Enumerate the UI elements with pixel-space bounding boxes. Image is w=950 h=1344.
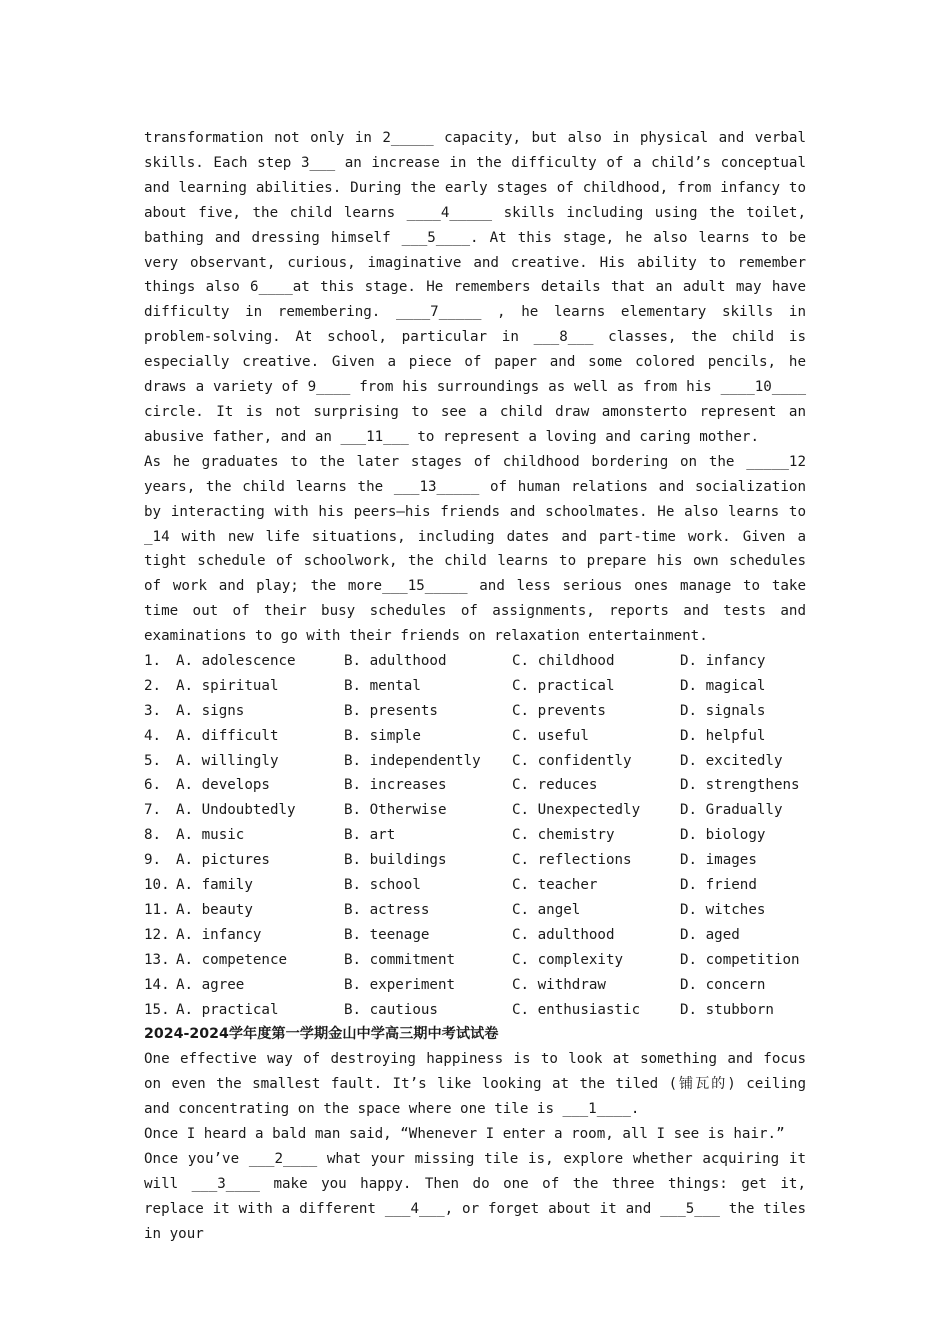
list-item: 9. A. pictures B. buildings C. reflections D. images (144, 852, 757, 869)
passage-paragraph: Once you’ve ___2____ what your missing tile is, explore whether acquiring it will ___3____ make you happy. Then do one of the three things: get it, replace it with a different ___4___, or forget about it and ___5___ the tiles in your (144, 1150, 806, 1242)
list-item: 3. A. signs B. presents C. prevents D. signals (144, 702, 766, 719)
list-item: 2. A. spiritual B. mental C. practical D. magical (144, 677, 766, 694)
section-title: 2024-2024学年度第一学期金山中学高三期中考试试卷 (144, 1026, 499, 1043)
list-item: 10. A. family B. school C. teacher D. friend (144, 877, 757, 894)
passage-paragraph: One effective way of destroying happiness is to look at something and focus on even the smallest fault. It’s like looking at the tiled (铺瓦的) ceiling and concentrating on the space where one tile is ___1____. (144, 1051, 806, 1118)
list-item: 13. A. competence B. commitment C. complexity D. competition (144, 951, 800, 968)
list-item: 14. A. agree B. experiment C. withdraw D. concern (144, 976, 766, 993)
list-item: 7. A. Undoubtedly B. Otherwise C. Unexpectedly D. Gradually (144, 802, 783, 819)
list-item: 6. A. develops B. increases C. reduces D. strengthens (144, 777, 800, 794)
list-item: 11. A. beauty B. actress C. angel D. witches (144, 901, 766, 918)
list-item: 4. A. difficult B. simple C. useful D. helpful (144, 727, 766, 744)
passage-paragraph: As he graduates to the later stages of childhood bordering on the _____12 years, the child learns the ___13_____ of human relations and socialization by interacting with his peers—his friends and schoolmates. He also learns to _14 with new life situations, including dates and part-time work. Given a tight schedule of schoolwork, the child learns to prepare his own schedules of work and play; the more___15_____ and less serious ones manage to take time out of their busy schedules of assignments, reports and tests and examinations to go with their friends on relaxation entertainment. (144, 453, 806, 645)
list-item: 15. A. practical B. cautious C. enthusiastic D. stubborn (144, 1001, 774, 1018)
exam-page (144, 126, 806, 1247)
passage-paragraph: transformation not only in 2_____ capacity, but also in physical and verbal skills. Each step 3___ an increase in the difficulty of a child’s conceptual and learning abilities. During the early stages of childhood, from infancy to about five, the child learns ____4_____ skills including using the toilet, bathing and dressing himself ___5____. At this stage, he also learns to be very observant, curious, imaginative and creative. His ability to remember things also 6____at this stage. He remembers details that an adult may have difficulty in remembering. ____7_____ , he learns elementary skills in problem-solving. At school, particular in ___8___ classes, the child is especially creative. Given a piece of paper and some colored pencils, he draws a variety of 9____ from his surroundings as well as from his ____10____ circle. It is not surprising to see a child draw amonsterto represent an abusive father, and an ___11___ to represent a loving and caring mother. (144, 130, 806, 445)
list-item: 1. A. adolescence B. adulthood C. childhood D. infancy (144, 653, 766, 670)
list-item: 8. A. music B. art C. chemistry D. biology (144, 827, 766, 844)
list-item: 12. A. infancy B. teenage C. adulthood D. aged (144, 926, 740, 943)
passage-paragraph: Once I heard a bald man said, “Whenever I enter a room, all I see is hair.” (144, 1126, 785, 1142)
list-item: 5. A. willingly B. independently C. confidently D. excitedly (144, 752, 783, 769)
options-list (144, 649, 806, 1022)
